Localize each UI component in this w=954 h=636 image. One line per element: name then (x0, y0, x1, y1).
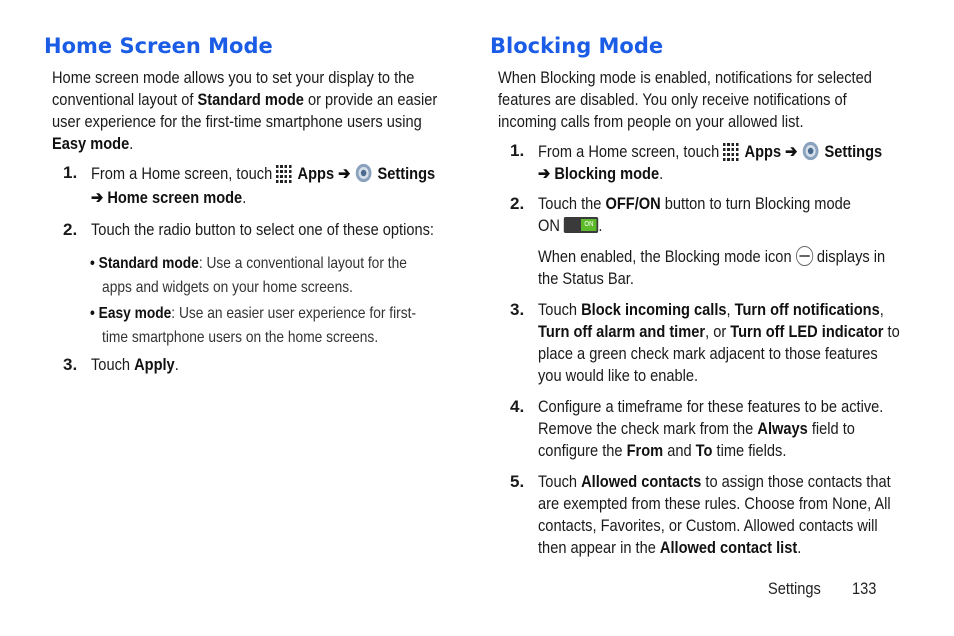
step-number: 1. (510, 141, 525, 160)
on-off-toggle-icon: ON (564, 217, 598, 233)
home-step-1: From a Home screen, touch Apps ➔ Settings ➔ Home screen mode. (91, 164, 436, 207)
footer-section: Settings (768, 579, 821, 598)
home-intro (52, 67, 437, 155)
blocking-step-4: Configure a timeframe for these features to be active. Remove the check mark from the Always field to configure the From and To time fields. (538, 397, 884, 460)
intro-line: Easy mode. (52, 134, 134, 153)
step-number: 1. (63, 163, 78, 182)
step-number: 4. (510, 397, 525, 416)
settings-gear-icon (354, 162, 373, 184)
intro-line: user experience for the first-time smartphone users using (52, 112, 422, 131)
blocking-step-2: Touch the OFF/ON button to turn Blocking mode ON ON . When enabled, the Blocking mode icon displays in the Status Bar. (538, 194, 886, 288)
blocking-step-5: Touch Allowed contacts to assign those contacts that are exempted from these rules. Choose from None, All contacts, Favorites, or Custom. Allowed contacts will then appear in the Allowed contact list. (538, 472, 891, 557)
step-number: 3. (510, 300, 525, 319)
home-screen-mode-heading: Home Screen Mode (44, 34, 273, 58)
blocking-step-3: Touch Block incoming calls, Turn off notifications, Turn off alarm and timer, or Turn off LED indicator to place a green check mark adjacent to those features you would like to enable. (538, 300, 900, 385)
blocking-step-1: From a Home screen, touch Apps ➔ Settings ➔ Blocking mode. (538, 142, 883, 183)
blocking-mode-status-icon (796, 246, 813, 266)
page-number: 133 (852, 579, 877, 598)
intro-line: conventional layout of Standard mode or provide an easier (52, 90, 438, 109)
blocking-intro: When Blocking mode is enabled, notifications for selected features are disabled. You only receive notifications of incoming calls from people on your allowed list. (498, 68, 872, 131)
apps-grid-icon (276, 163, 293, 183)
intro-line: Home screen mode allows you to set your display to the (52, 68, 415, 87)
step-number: 5. (510, 472, 525, 491)
step-number: 3. (63, 355, 78, 374)
settings-gear-icon (801, 140, 820, 162)
step-number: 2. (63, 220, 78, 239)
step-number: 2. (510, 194, 525, 213)
option-easy-mode: • Easy mode: Use an easier user experience for first- time smartphone users on the home screens. (90, 305, 417, 346)
blocking-mode-heading: Blocking Mode (490, 34, 664, 58)
home-step-2: Touch the radio button to select one of these options: (91, 220, 434, 239)
option-standard-mode: • Standard mode: Use a conventional layout for the apps and widgets on your home screens. (90, 255, 407, 296)
apps-grid-icon (723, 141, 740, 161)
home-step-3: Touch Apply. (91, 355, 179, 374)
